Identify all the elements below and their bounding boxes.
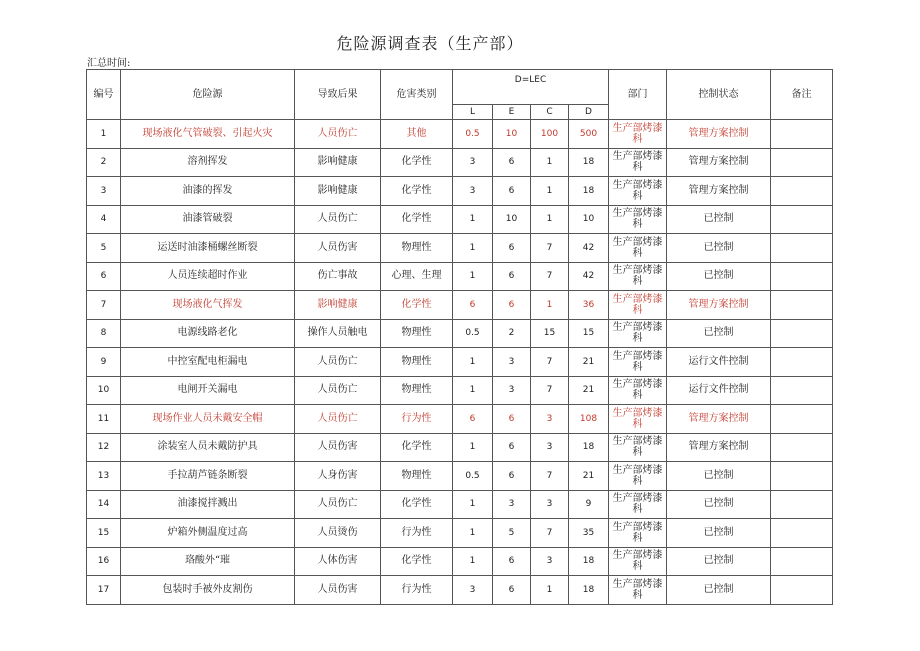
cell-consequence: 人员伤亡	[295, 405, 381, 434]
cell-index: 13	[87, 462, 121, 491]
table-row	[87, 547, 833, 576]
header-l: L	[453, 105, 493, 120]
cell-category: 心理、生理	[381, 262, 453, 291]
cell-e: 6	[493, 291, 531, 320]
cell-l: 6	[453, 405, 493, 434]
cell-control: 管理方案控制	[667, 177, 771, 206]
cell-consequence: 人员伤害	[295, 433, 381, 462]
cell-control: 已控制	[667, 234, 771, 263]
cell-remark	[771, 376, 833, 405]
cell-e: 6	[493, 462, 531, 491]
cell-index: 1	[87, 120, 121, 149]
cell-d: 18	[569, 148, 609, 177]
cell-department: 生产部烤漆科	[609, 490, 667, 519]
header-d: D	[569, 105, 609, 120]
cell-remark	[771, 348, 833, 377]
header-lec: D=LEC	[453, 70, 609, 105]
cell-d: 108	[569, 405, 609, 434]
cell-hazard: 珞酸外“璀	[121, 547, 295, 576]
cell-control: 管理方案控制	[667, 291, 771, 320]
cell-index: 4	[87, 205, 121, 234]
header-category: 危害类别	[381, 70, 453, 120]
cell-department: 生产部烤漆科	[609, 576, 667, 605]
cell-l: 0.5	[453, 120, 493, 149]
cell-remark	[771, 319, 833, 348]
cell-category: 行为性	[381, 405, 453, 434]
cell-d: 15	[569, 319, 609, 348]
cell-remark	[771, 462, 833, 491]
table-row	[87, 405, 833, 434]
cell-index: 12	[87, 433, 121, 462]
cell-consequence: 操作人员触电	[295, 319, 381, 348]
table-row	[87, 120, 833, 149]
cell-c: 7	[531, 462, 569, 491]
cell-c: 7	[531, 262, 569, 291]
cell-e: 5	[493, 519, 531, 548]
cell-department: 生产部烤漆科	[609, 462, 667, 491]
cell-department: 生产部烤漆科	[609, 120, 667, 149]
cell-c: 3	[531, 547, 569, 576]
cell-hazard: 手拉葫芦链条断裂	[121, 462, 295, 491]
cell-e: 6	[493, 405, 531, 434]
cell-department: 生产部烤漆科	[609, 348, 667, 377]
cell-remark	[771, 490, 833, 519]
hazard-table	[86, 69, 833, 605]
cell-control: 管理方案控制	[667, 433, 771, 462]
table-row	[87, 291, 833, 320]
cell-control: 已控制	[667, 519, 771, 548]
cell-control: 已控制	[667, 319, 771, 348]
cell-department: 生产部烤漆科	[609, 234, 667, 263]
cell-consequence: 人员伤害	[295, 576, 381, 605]
cell-d: 18	[569, 177, 609, 206]
cell-l: 1	[453, 262, 493, 291]
cell-remark	[771, 576, 833, 605]
cell-index: 6	[87, 262, 121, 291]
cell-category: 物理性	[381, 234, 453, 263]
cell-hazard: 溶剂挥发	[121, 148, 295, 177]
cell-remark	[771, 234, 833, 263]
cell-category: 其他	[381, 120, 453, 149]
header-remark: 备注	[771, 70, 833, 120]
cell-index: 14	[87, 490, 121, 519]
cell-c: 3	[531, 490, 569, 519]
cell-l: 0.5	[453, 319, 493, 348]
cell-l: 3	[453, 148, 493, 177]
cell-index: 16	[87, 547, 121, 576]
cell-hazard: 现场作业人员未戴安全帽	[121, 405, 295, 434]
cell-department: 生产部烤漆科	[609, 177, 667, 206]
table-row	[87, 319, 833, 348]
cell-consequence: 影响健康	[295, 177, 381, 206]
cell-d: 42	[569, 234, 609, 263]
cell-l: 1	[453, 547, 493, 576]
cell-category: 化学性	[381, 490, 453, 519]
page-title: 危险源调查表（生产部）	[336, 34, 524, 53]
cell-hazard: 电闸开关漏电	[121, 376, 295, 405]
cell-department: 生产部烤漆科	[609, 319, 667, 348]
cell-c: 7	[531, 376, 569, 405]
cell-hazard: 现场液化气挥发	[121, 291, 295, 320]
cell-d: 500	[569, 120, 609, 149]
table-row	[87, 262, 833, 291]
cell-l: 1	[453, 376, 493, 405]
cell-category: 化学性	[381, 433, 453, 462]
cell-consequence: 人员伤亡	[295, 205, 381, 234]
header-department: 部门	[609, 70, 667, 120]
cell-department: 生产部烤漆科	[609, 405, 667, 434]
cell-remark	[771, 547, 833, 576]
cell-control: 管理方案控制	[667, 120, 771, 149]
cell-hazard: 中控室配电柜漏电	[121, 348, 295, 377]
cell-control: 管理方案控制	[667, 405, 771, 434]
cell-c: 7	[531, 348, 569, 377]
cell-remark	[771, 205, 833, 234]
table-row	[87, 462, 833, 491]
cell-consequence: 人员伤亡	[295, 490, 381, 519]
cell-category: 物理性	[381, 319, 453, 348]
cell-d: 42	[569, 262, 609, 291]
table-row	[87, 148, 833, 177]
cell-control: 已控制	[667, 547, 771, 576]
table-row	[87, 576, 833, 605]
cell-consequence: 人体伤害	[295, 547, 381, 576]
cell-consequence: 人员伤亡	[295, 120, 381, 149]
cell-category: 化学性	[381, 291, 453, 320]
cell-c: 7	[531, 234, 569, 263]
cell-category: 物理性	[381, 376, 453, 405]
cell-consequence: 伤亡事故	[295, 262, 381, 291]
cell-index: 3	[87, 177, 121, 206]
cell-category: 化学性	[381, 177, 453, 206]
cell-control: 已控制	[667, 490, 771, 519]
cell-remark	[771, 519, 833, 548]
cell-l: 1	[453, 348, 493, 377]
cell-e: 10	[493, 205, 531, 234]
cell-c: 1	[531, 205, 569, 234]
table-row	[87, 490, 833, 519]
cell-remark	[771, 120, 833, 149]
cell-remark	[771, 405, 833, 434]
cell-index: 15	[87, 519, 121, 548]
cell-consequence: 影响健康	[295, 148, 381, 177]
cell-category: 物理性	[381, 348, 453, 377]
cell-d: 18	[569, 576, 609, 605]
cell-category: 行为性	[381, 519, 453, 548]
cell-c: 1	[531, 177, 569, 206]
cell-l: 1	[453, 490, 493, 519]
cell-hazard: 油漆搅拌溅出	[121, 490, 295, 519]
table-row	[87, 433, 833, 462]
cell-d: 18	[569, 547, 609, 576]
cell-c: 3	[531, 433, 569, 462]
cell-control: 已控制	[667, 462, 771, 491]
cell-e: 6	[493, 547, 531, 576]
cell-hazard: 运送时油漆桶螺丝断裂	[121, 234, 295, 263]
header-consequence: 导致后果	[295, 70, 381, 120]
cell-department: 生产部烤漆科	[609, 519, 667, 548]
cell-remark	[771, 148, 833, 177]
cell-l: 1	[453, 234, 493, 263]
cell-c: 1	[531, 148, 569, 177]
cell-c: 1	[531, 576, 569, 605]
cell-category: 化学性	[381, 205, 453, 234]
cell-hazard: 油漆的挥发	[121, 177, 295, 206]
table-row	[87, 519, 833, 548]
table-row	[87, 376, 833, 405]
header-e: E	[493, 105, 531, 120]
header-c: C	[531, 105, 569, 120]
cell-index: 17	[87, 576, 121, 605]
cell-d: 21	[569, 348, 609, 377]
cell-e: 6	[493, 177, 531, 206]
cell-d: 36	[569, 291, 609, 320]
cell-d: 21	[569, 376, 609, 405]
cell-hazard: 包装时手被外皮割伤	[121, 576, 295, 605]
cell-control: 运行文件控制	[667, 376, 771, 405]
cell-consequence: 影响健康	[295, 291, 381, 320]
cell-department: 生产部烤漆科	[609, 433, 667, 462]
cell-department: 生产部烤漆科	[609, 291, 667, 320]
cell-l: 3	[453, 177, 493, 206]
cell-index: 5	[87, 234, 121, 263]
cell-l: 1	[453, 205, 493, 234]
cell-control: 运行文件控制	[667, 348, 771, 377]
summary-time-label: 汇总时间:	[87, 58, 131, 69]
cell-index: 10	[87, 376, 121, 405]
cell-e: 3	[493, 376, 531, 405]
cell-department: 生产部烤漆科	[609, 547, 667, 576]
cell-c: 100	[531, 120, 569, 149]
cell-e: 6	[493, 234, 531, 263]
header-row	[87, 70, 833, 105]
cell-category: 化学性	[381, 547, 453, 576]
cell-c: 1	[531, 291, 569, 320]
cell-e: 6	[493, 576, 531, 605]
cell-category: 行为性	[381, 576, 453, 605]
cell-index: 9	[87, 348, 121, 377]
cell-l: 3	[453, 576, 493, 605]
cell-department: 生产部烤漆科	[609, 205, 667, 234]
cell-hazard: 涂装室人员未戴防护具	[121, 433, 295, 462]
cell-hazard: 人员连续超时作业	[121, 262, 295, 291]
cell-control: 已控制	[667, 205, 771, 234]
cell-hazard: 电源线路老化	[121, 319, 295, 348]
table-row	[87, 234, 833, 263]
cell-l: 1	[453, 433, 493, 462]
cell-c: 7	[531, 519, 569, 548]
cell-l: 0.5	[453, 462, 493, 491]
table-row	[87, 348, 833, 377]
cell-consequence: 人员伤亡	[295, 348, 381, 377]
cell-e: 6	[493, 433, 531, 462]
table-body	[87, 70, 833, 605]
cell-e: 10	[493, 120, 531, 149]
cell-e: 6	[493, 148, 531, 177]
table-row	[87, 205, 833, 234]
cell-d: 35	[569, 519, 609, 548]
cell-index: 11	[87, 405, 121, 434]
cell-hazard: 油漆管破裂	[121, 205, 295, 234]
cell-category: 化学性	[381, 148, 453, 177]
cell-department: 生产部烤漆科	[609, 148, 667, 177]
cell-e: 2	[493, 319, 531, 348]
cell-control: 已控制	[667, 262, 771, 291]
cell-hazard: 炉箱外侧温度过高	[121, 519, 295, 548]
cell-department: 生产部烤漆科	[609, 376, 667, 405]
cell-l: 1	[453, 519, 493, 548]
cell-consequence: 人员伤害	[295, 234, 381, 263]
cell-c: 3	[531, 405, 569, 434]
cell-c: 15	[531, 319, 569, 348]
cell-consequence: 人身伤害	[295, 462, 381, 491]
cell-remark	[771, 262, 833, 291]
cell-d: 10	[569, 205, 609, 234]
cell-e: 6	[493, 262, 531, 291]
cell-hazard: 现场液化气管破裂、引起火灾	[121, 120, 295, 149]
cell-remark	[771, 177, 833, 206]
cell-department: 生产部烤漆科	[609, 262, 667, 291]
cell-e: 3	[493, 490, 531, 519]
table-row	[87, 177, 833, 206]
cell-remark	[771, 291, 833, 320]
cell-category: 物理性	[381, 462, 453, 491]
cell-d: 9	[569, 490, 609, 519]
cell-e: 3	[493, 348, 531, 377]
cell-index: 7	[87, 291, 121, 320]
cell-d: 21	[569, 462, 609, 491]
cell-consequence: 人员伤亡	[295, 376, 381, 405]
cell-control: 管理方案控制	[667, 148, 771, 177]
cell-remark	[771, 433, 833, 462]
cell-d: 18	[569, 433, 609, 462]
cell-consequence: 人员烫伤	[295, 519, 381, 548]
header-hazard: 危险源	[121, 70, 295, 120]
cell-l: 6	[453, 291, 493, 320]
header-control: 控制状态	[667, 70, 771, 120]
header-index: 编号	[87, 70, 121, 120]
cell-index: 8	[87, 319, 121, 348]
cell-control: 已控制	[667, 576, 771, 605]
cell-index: 2	[87, 148, 121, 177]
